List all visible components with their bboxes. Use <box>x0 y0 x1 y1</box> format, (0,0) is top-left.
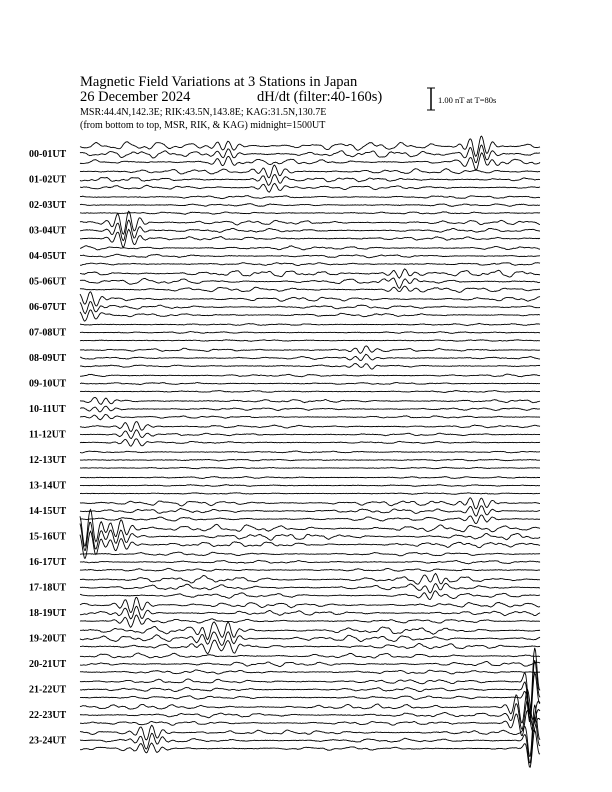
trace-kag <box>80 286 540 292</box>
hour-label: 15-16UT <box>29 531 67 543</box>
hour-label: 12-13UT <box>29 455 67 466</box>
hour-label: 08-09UT <box>29 353 67 364</box>
trace-rik <box>80 701 540 730</box>
trace-msr <box>80 165 540 178</box>
hour-label: 03-04UT <box>29 225 67 237</box>
trace-rik <box>80 459 540 461</box>
trace-msr <box>80 552 540 556</box>
trace-msr <box>80 246 540 250</box>
trace-kag <box>80 364 540 370</box>
trace-kag <box>80 390 540 392</box>
order-note: (from bottom to top, MSR, RIK, & KAG) midnight=1500UT <box>80 120 326 131</box>
hour-label: 11-12UT <box>29 429 66 441</box>
trace-rik <box>80 583 540 593</box>
trace-msr <box>80 292 540 306</box>
trace-rik <box>80 406 540 412</box>
hour-label: 07-08UT <box>29 327 67 339</box>
trace-kag <box>80 212 540 215</box>
trace-rik <box>80 354 540 360</box>
hour-label: 00-01UT <box>29 149 67 160</box>
trace-kag <box>80 229 540 247</box>
trace-rik <box>80 632 540 646</box>
trace-msr <box>80 269 540 278</box>
trace-msr <box>80 422 540 432</box>
hour-label: 05-06UT <box>29 276 67 288</box>
trace-kag <box>80 640 540 653</box>
trace-rik <box>80 254 540 258</box>
trace-kag <box>80 310 540 321</box>
trace-rik <box>80 145 540 163</box>
trace-kag <box>80 153 540 170</box>
hour-label: 22-23UT <box>29 710 67 721</box>
trace-kag <box>80 493 540 495</box>
trace-rik <box>80 661 540 666</box>
trace-rik <box>80 522 540 550</box>
trace-msr <box>80 622 540 640</box>
trace-rik <box>80 175 540 186</box>
hour-label: 13-14UT <box>29 480 67 492</box>
trace-msr <box>80 136 540 156</box>
trace-kag <box>80 467 540 469</box>
trace-rik <box>80 660 540 718</box>
scale-bar <box>427 88 496 110</box>
trace-msr <box>80 196 540 199</box>
trace-kag <box>80 730 540 767</box>
trace-rik <box>80 331 540 333</box>
trace-msr <box>80 597 540 612</box>
trace-kag <box>80 340 540 342</box>
trace-rik <box>80 278 540 288</box>
hour-label: 21-22UT <box>29 684 67 696</box>
trace-kag <box>80 263 540 266</box>
hour-label: 16-17UT <box>29 557 67 568</box>
trace-msr <box>80 476 540 478</box>
trace-msr <box>80 690 540 723</box>
stations-line: MSR:44.4N,142.3E; RIK:43.5N,143.8E; KAG:31.5N,130.7E <box>80 107 327 118</box>
chart-title: Magnetic Field Variations at 3 Stations in Japan <box>80 74 358 90</box>
trace-rik <box>80 560 540 564</box>
trace-msr <box>80 509 540 546</box>
hour-label: 18-19UT <box>29 608 67 619</box>
hour-label: 04-05UT <box>29 251 67 262</box>
hour-label: 20-21UT <box>29 659 67 670</box>
trace-msr <box>80 653 540 658</box>
hour-label: 09-10UT <box>29 378 67 390</box>
hour-label: 23-24UT <box>29 735 67 747</box>
trace-kag <box>80 670 540 674</box>
date-line: 26 December 2024 <box>80 89 191 105</box>
hour-label: 01-02UT <box>29 174 67 186</box>
scale-label: 1.00 nT at T=80s <box>438 95 497 105</box>
hour-label: 17-18UT <box>29 582 67 594</box>
trace-rik <box>80 382 540 384</box>
trace-rik <box>80 485 540 487</box>
hour-label: 10-11UT <box>29 404 66 415</box>
hour-rows <box>29 136 540 767</box>
trace-msr <box>80 573 540 584</box>
hour-label: 14-15UT <box>29 506 67 517</box>
trace-rik <box>80 204 540 207</box>
trace-msr <box>80 374 540 377</box>
trace-kag <box>80 515 540 524</box>
hour-label: 02-03UT <box>29 200 67 211</box>
trace-kag <box>80 615 540 627</box>
trace-rik <box>80 506 540 516</box>
trace-kag <box>80 591 540 600</box>
hour-label: 06-07UT <box>29 302 67 313</box>
trace-kag <box>80 183 540 192</box>
quantity-line: dH/dt (filter:40-160s) <box>257 89 383 105</box>
hour-label: 19-20UT <box>29 633 67 645</box>
trace-msr <box>80 323 540 325</box>
trace-kag <box>80 439 540 446</box>
trace-rik <box>80 718 540 763</box>
trace-rik <box>80 606 540 619</box>
trace-msr <box>80 397 540 404</box>
trace-rik <box>80 430 540 439</box>
trace-msr <box>80 346 540 353</box>
trace-kag <box>80 414 540 419</box>
trace-kag <box>80 568 540 571</box>
trace-rik <box>80 302 540 314</box>
trace-msr <box>80 451 540 453</box>
